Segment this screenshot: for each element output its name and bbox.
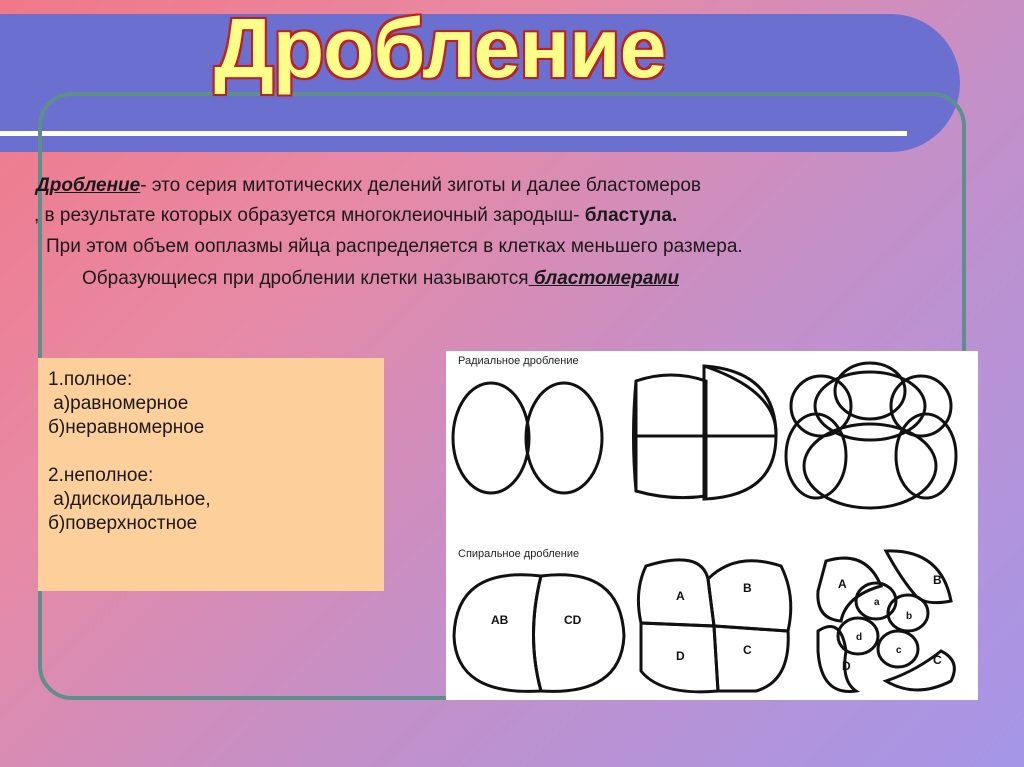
label-4-D: D [676,649,685,663]
type-full-b: б)неравномерное [48,417,205,438]
definition-line-4 [82,268,679,290]
label-4-B: B [743,581,752,595]
type-partial-b: б)поверхностное [48,513,198,534]
term-blastomeres: бластомерами [528,268,680,289]
label-8-a: a [874,597,880,608]
label-AB: AB [491,613,509,627]
label-8-C: C [933,653,942,667]
label-8-B: B [933,573,942,587]
label-8-c: c [896,645,902,656]
definition-line-1 [36,175,701,197]
term-blastula: бластула. [584,205,678,226]
cleavage-types-box [38,358,384,591]
term-cleavage: Дробление [36,175,141,196]
type-partial: 2.неполное: [48,465,154,486]
radial-4-cell [634,366,777,499]
label-4-C: C [743,643,752,657]
radial-8-cell [786,363,956,508]
definition-text-4: Образующиеся при дроблении клетки называются [82,268,529,289]
slide-title: Дробление [214,1,666,95]
label-CD: CD [564,613,582,627]
label-8-d: d [856,632,863,643]
type-full: 1.полное: [48,369,133,390]
type-full-a: а)равномерное [48,393,189,414]
label-8-D: D [842,659,851,673]
label-4-A: A [676,589,685,603]
spiral-2-cell [454,575,624,692]
cleavage-drawings [446,351,978,700]
label-8-b: b [906,611,913,622]
spiral-label: Спиральное дробление [458,548,580,560]
radial-label: Радиальное дробление [458,355,579,367]
definition-text-2: , в результате которых образуется многоклеиочный зародыш- [34,205,585,226]
definition-line-3: При этом объем ооплазмы яйца распределяется в клетках меньшего размера. [46,236,743,257]
type-partial-a: а)дискоидальное, [48,489,211,510]
definition-text-1: - это серия митотических делений зиготы и далее бластомеров [140,175,702,196]
radial-2-cell [453,383,602,493]
spiral-4-cell [638,560,790,692]
spiral-8-cell [818,551,954,692]
label-8-A: A [838,577,847,591]
cleavage-diagram [446,351,978,700]
definition-line-2 [34,205,677,227]
